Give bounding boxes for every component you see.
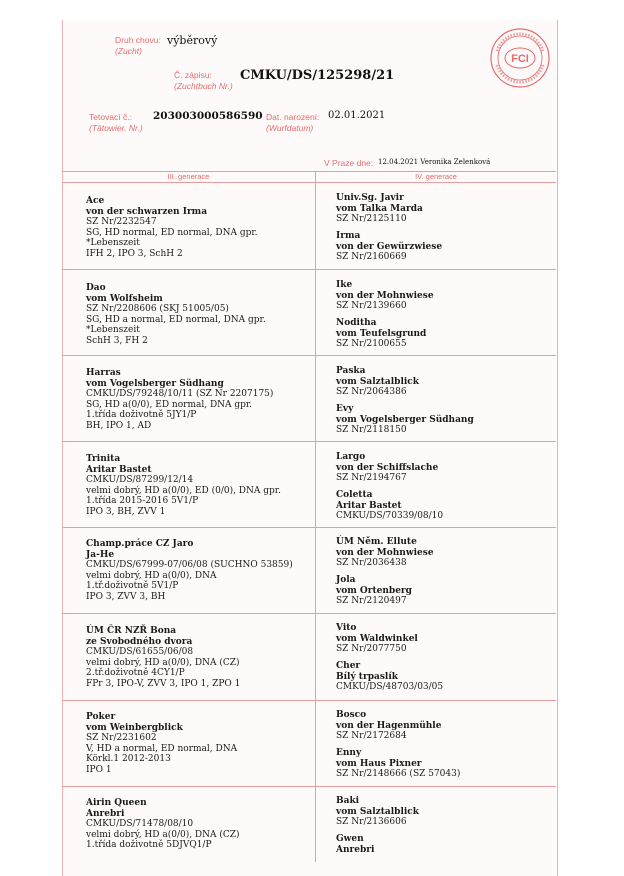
ancestor-entry: Champ.práce CZ Jaro Ja-He CMKU/DS/67999-07/06/08 (SUCHNO 53859) velmi dobrý, HD a(0/0), DNA 1.tř.doživotně 5V1/P IPO 3, ZVV 3, BH: [86, 539, 293, 602]
column-divider: [315, 172, 316, 862]
ancestor-entry: Harras vom Vogelsberger Südhang CMKU/DS/79248/10/11 (SZ Nr 2207175) SG, HD a(0/0), ED normal, DNA gpr. 1.třída doživotně 5JY1/P BH, IPO 1, AD: [86, 368, 274, 431]
row-rule: [62, 355, 556, 356]
grandparent-entry: Coletta Aritar Bastet CMKU/DS/70339/08/10: [336, 490, 444, 522]
header-bottom-rule: [62, 182, 556, 183]
row-rule: [62, 527, 556, 528]
grandparent-entry: Largo von der Schiffslache SZ Nr/2194767: [336, 452, 439, 484]
row-rule: [62, 269, 556, 270]
grandparent-entry: Ike von der Mohnwiese SZ Nr/2139660: [336, 280, 434, 312]
fci-seal-text: FCI: [511, 53, 529, 65]
grandparent-entry: ÚM Něm. Ellute von der Mohnwiese SZ Nr/2036438: [336, 537, 434, 569]
grandparent-entry: Irma von der Gewürzwiese SZ Nr/2160669: [336, 231, 443, 263]
place-date-signature: 12.04.2021 Veronika Zelenková: [378, 158, 491, 166]
tattoo-label: Tetovací č.: (Tätowier. Nr.): [89, 112, 143, 133]
registration-label: Č. zápisu: (Zuchtbuch Nr.): [174, 70, 233, 91]
fci-seal-icon: [489, 27, 551, 89]
row-rule: [62, 441, 556, 442]
place-date-label: V Praze dne:: [324, 158, 374, 168]
row-rule: [62, 786, 556, 787]
tattoo-number: 203003000586590: [153, 110, 263, 122]
grandparent-entry: Bosco von der Hagenmühle SZ Nr/2172684: [336, 710, 442, 742]
breed-type-label: Druh chovu: (Zucht): [115, 35, 161, 56]
grandparent-entry: Gwen Anrebri: [336, 834, 375, 855]
grandparent-entry: Paska vom Salztalblick SZ Nr/2064386: [336, 366, 420, 398]
birth-date-label: Dat. narození: (Wurfdatum): [266, 112, 320, 133]
ancestor-entry: Airin Queen Anrebri CMKU/DS/71478/08/10 velmi dobrý, HD a(0/0), DNA (CZ) 1.třída doživotně 5DJVQ1/P: [86, 798, 240, 851]
grandparent-entry: Univ.Sg. Javir vom Talka Marda SZ Nr/2125110: [336, 193, 423, 225]
grandparent-entry: Baki vom Salztalblick SZ Nr/2136606: [336, 796, 420, 828]
row-rule: [62, 613, 556, 614]
grandparent-entry: Cher Bílý trpaslík CMKU/DS/48703/03/05: [336, 661, 444, 693]
breed-type-value: výběrový: [167, 34, 218, 47]
grandparent-entry: Vito vom Waldwinkel SZ Nr/2077750: [336, 623, 418, 655]
generation-3-header: III. generace: [167, 172, 210, 181]
ancestor-entry: Trinita Aritar Bastet CMKU/DS/87299/12/14 velmi dobrý, HD a(0/0), ED (0/0), DNA gpr. 1.třída 2015-2016 5V1/P IPO 3, BH, ZVV 1: [86, 454, 281, 517]
sire-entry: Ace von der schwarzen Irma SZ Nr/2232547 SG, HD normal, ED normal, DNA gpr. *Lebenszeit IFH 2, IPO 3, SchH 2: [86, 196, 258, 259]
grandparent-entry: Noditha vom Teufelsgrund SZ Nr/2100655: [336, 318, 427, 350]
grandparent-entry: Evy vom Vogelsberger Südhang SZ Nr/2118150: [336, 404, 474, 436]
dam-entry: ÚM ČR NZŘ Bona ze Svobodného dvora CMKU/DS/61655/06/08 velmi dobrý, HD a(0/0), DNA (CZ) 2.tř.doživotně 4CY1/P FPr 3, IPO-V, ZVV 3, IPO 1, ZPO 1: [86, 626, 241, 689]
grandparent-entry: Jola vom Ortenberg SZ Nr/2120497: [336, 575, 412, 607]
ancestor-entry: Poker vom Weinbergblick SZ Nr/2231602 V, HD a normal, ED normal, DNA Körkl.1 2012-2013 IPO 1: [86, 712, 238, 775]
row-rule: [62, 700, 556, 701]
registration-number: CMKU/DS/125298/21: [240, 68, 395, 83]
ancestor-entry: Dao vom Wolfsheim SZ Nr/2208606 (SKJ 51005/05) SG, HD a normal, ED normal, DNA gpr. *Lebenszeit SchH 3, FH 2: [86, 283, 266, 346]
grandparent-entry: Enny vom Haus Pixner SZ Nr/2148666 (SZ 57043): [336, 748, 461, 780]
birth-date: 02.01.2021: [328, 110, 386, 121]
generation-4-header: IV. generace: [415, 172, 457, 181]
